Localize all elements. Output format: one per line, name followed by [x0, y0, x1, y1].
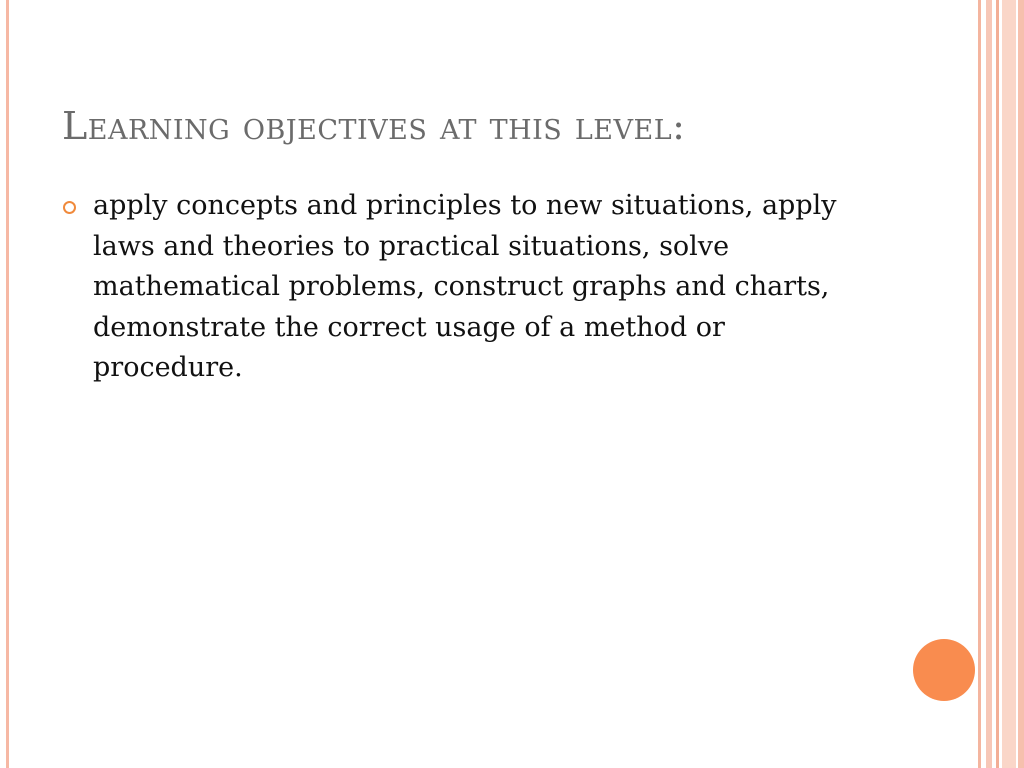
right-stripe-5 — [1018, 0, 1024, 768]
slide-title: Learning objectives at this level: — [62, 104, 686, 148]
hollow-circle-bullet-icon — [63, 201, 76, 214]
right-stripe-2 — [986, 0, 992, 768]
right-decorative-stripes — [978, 0, 1024, 768]
bullet-text: apply concepts and principles to new situations, apply laws and theories to practical situations, solve mathematical problems, construct graphs and charts, demonstrate the correct usage of a method or procedure. — [93, 190, 837, 383]
orange-circle-decoration-icon — [913, 639, 975, 701]
left-border-stripe — [6, 0, 9, 768]
right-stripe-1 — [978, 0, 981, 768]
bullet-item — [62, 186, 882, 389]
slide-content — [62, 186, 882, 389]
right-stripe-4 — [1002, 0, 1016, 768]
right-stripe-3 — [996, 0, 999, 768]
